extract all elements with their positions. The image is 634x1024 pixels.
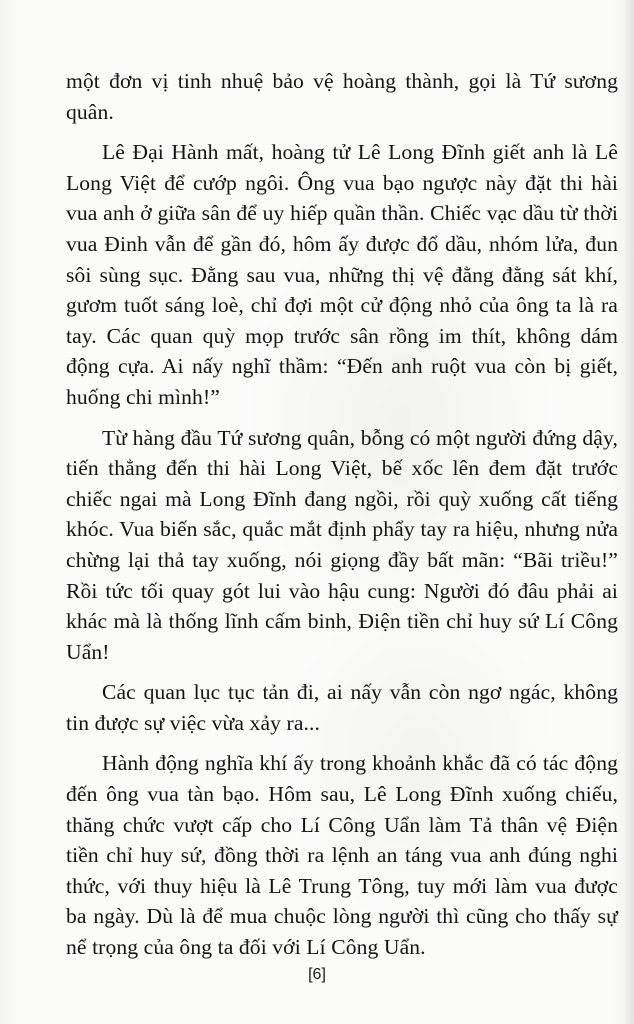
paragraph-3: Từ hàng đầu Tứ sương quân, bỗng có một người đứng dậy, tiến thẳng đến thi hài Long Việt, bế xốc lên đem đặt trước chiếc ngai mà Long Đĩnh đang ngồi, rồi quỳ xuống cất tiếng khóc. Vua biến sắc, quắc mắt định phẩy tay ra hiệu, nhưng nửa chừng lại thả tay xuống, nói giọng đầy bất mãn: “Bãi triều!” Rồi tức tối quay gót lui vào hậu cung: Người đó đâu phải ai khác mà là thống lĩnh cấm binh, Điện tiền chỉ huy sứ Lí Công Uẩn!: [66, 425, 618, 664]
body-text: [66, 66, 618, 973]
page-edge-shadow: [624, 0, 634, 1024]
page-number: [6]: [308, 966, 326, 983]
paragraph-2: Lê Đại Hành mất, hoàng tử Lê Long Đĩnh giết anh là Lê Long Việt để cướp ngôi. Ông vua bạo ngược này đặt thi hài vua anh ở giữa sân để uy hiếp quần thần. Chiếc vạc dầu từ thời vua Đinh vẫn để gần đó, hôm ấy được đổ dầu, nhóm lửa, đun sôi sùng sục. Đằng sau vua, những thị vệ đằng đằng sát khí, gươm tuốt sáng loè, chỉ đợi một cử động nhỏ của ông ta là ra tay. Các quan quỳ mọp trước sân rồng im thít, không dám động cựa. Ai nấy nghĩ thầm: “Đến anh ruột vua còn bị giết, huống chi mình!”: [66, 140, 618, 409]
paragraph-5: Hành động nghĩa khí ấy trong khoảnh khắc đã có tác động đến ông vua tàn bạo. Hôm sau, Lê Long Đĩnh xuống chiếu, thăng chức vượt cấp cho Lí Công Uẩn làm Tả thân vệ Điện tiền chỉ huy sứ, đồng thời ra lệnh an táng vua anh đúng nghi thức, với thuy hiệu là Lê Trung Tông, tuy mới làm vua được ba ngày. Dù là để mua chuộc lòng người thì cũng cho thấy sự nể trọng của ông ta đối với Lí Công Uẩn.: [66, 751, 618, 960]
paragraph-1: một đơn vị tinh nhuệ bảo vệ hoàng thành, gọi là Tứ sương quân.: [66, 69, 618, 124]
paragraph-4: Các quan lục tục tản đi, ai nấy vẫn còn ngơ ngác, không tin được sự việc vừa xảy ra...: [66, 680, 618, 735]
